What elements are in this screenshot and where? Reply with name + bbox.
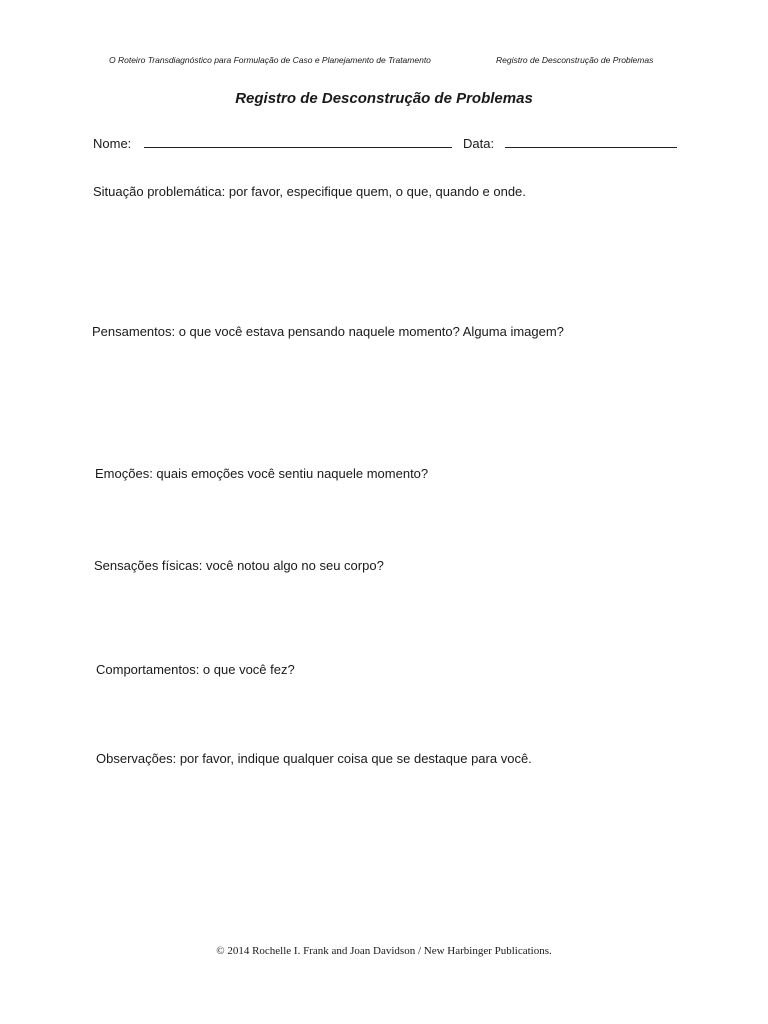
section-emotions: Emoções: quais emoções você sentiu naquele momento? (95, 466, 429, 481)
section-physical-sensations: Sensações físicas: você notou algo no seu corpo? (94, 558, 384, 573)
page-title: Registro de Desconstrução de Problemas (235, 90, 533, 107)
name-label: Nome: (93, 136, 132, 151)
section-behaviors: Comportamentos: o que você fez? (96, 662, 295, 677)
name-field-line[interactable] (144, 147, 452, 148)
running-header-form-title: Registro de Desconstrução de Problemas (496, 55, 654, 65)
section-problem-situation: Situação problemática: por favor, especifique quem, o que, quando e onde. (93, 184, 526, 199)
section-thoughts: Pensamentos: o que você estava pensando naquele momento? Alguma imagem? (92, 324, 564, 339)
copyright-footer: © 2014 Rochelle I. Frank and Joan Davidson / New Harbinger Publications. (216, 945, 552, 957)
section-observations: Observações: por favor, indique qualquer coisa que se destaque para você. (96, 751, 532, 766)
running-header-book-title: O Roteiro Transdiagnóstico para Formulação de Caso e Planejamento de Tratamento (109, 55, 431, 65)
date-label: Data: (463, 136, 495, 151)
date-field-line[interactable] (505, 147, 677, 148)
